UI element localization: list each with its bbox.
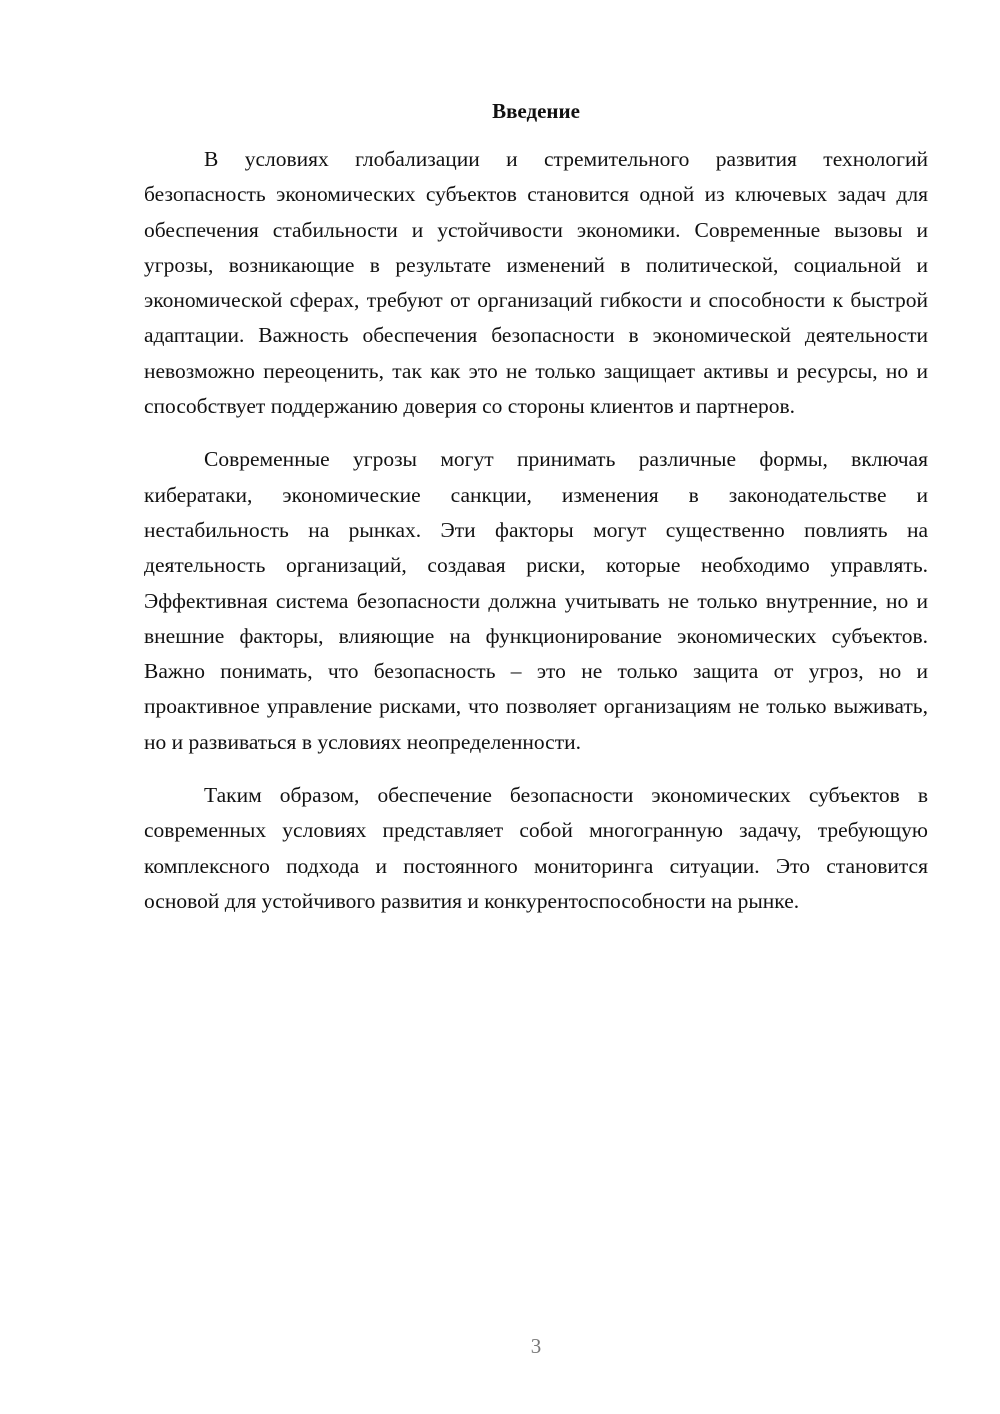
paragraph-3: Таким образом, обеспечение безопасности экономических субъектов в современных условиях представляет собой многогранную задачу, требующую комплексного подхода и постоянного мониторинга ситуации. Это становится основой для устойчивого развития и конкурентоспособности на рынке. <box>144 783 928 913</box>
page-number: 3 <box>530 1334 542 1358</box>
section-heading: Введение <box>492 99 580 123</box>
document-body <box>144 142 928 937</box>
paragraph-1: В условиях глобализации и стремительного развития технологий безопасность экономических субъектов становится одной из ключевых задач для обеспечения стабильности и устойчивости экономики. Современные вызовы и угрозы, возникающие в результате изменений в политической, социальной и экономической сферах, требуют от организаций гибкости и способности к быстрой адаптации. Важность обеспечения безопасности в экономической деятельности невозможно переоценить, так как это не только защищает активы и ресурсы, но и способствует поддержанию доверия со стороны клиентов и партнеров. <box>144 147 928 419</box>
paragraph-2: Современные угрозы могут принимать различные формы, включая кибератаки, экономические санкции, изменения в законодательстве и нестабильность на рынках. Эти факторы могут существенно повлиять на деятельность организаций, создавая риски, которые необходимо управлять. Эффективная система безопасности должна учитывать не только внутренние, но и внешние факторы, влияющие на функционирование экономических субъектов. Важно понимать, что безопасность – это не только защита от угроз, но и проактивное управление рисками, что позволяет организациям не только выживать, но и развиваться в условиях неопределенности. <box>144 447 928 754</box>
